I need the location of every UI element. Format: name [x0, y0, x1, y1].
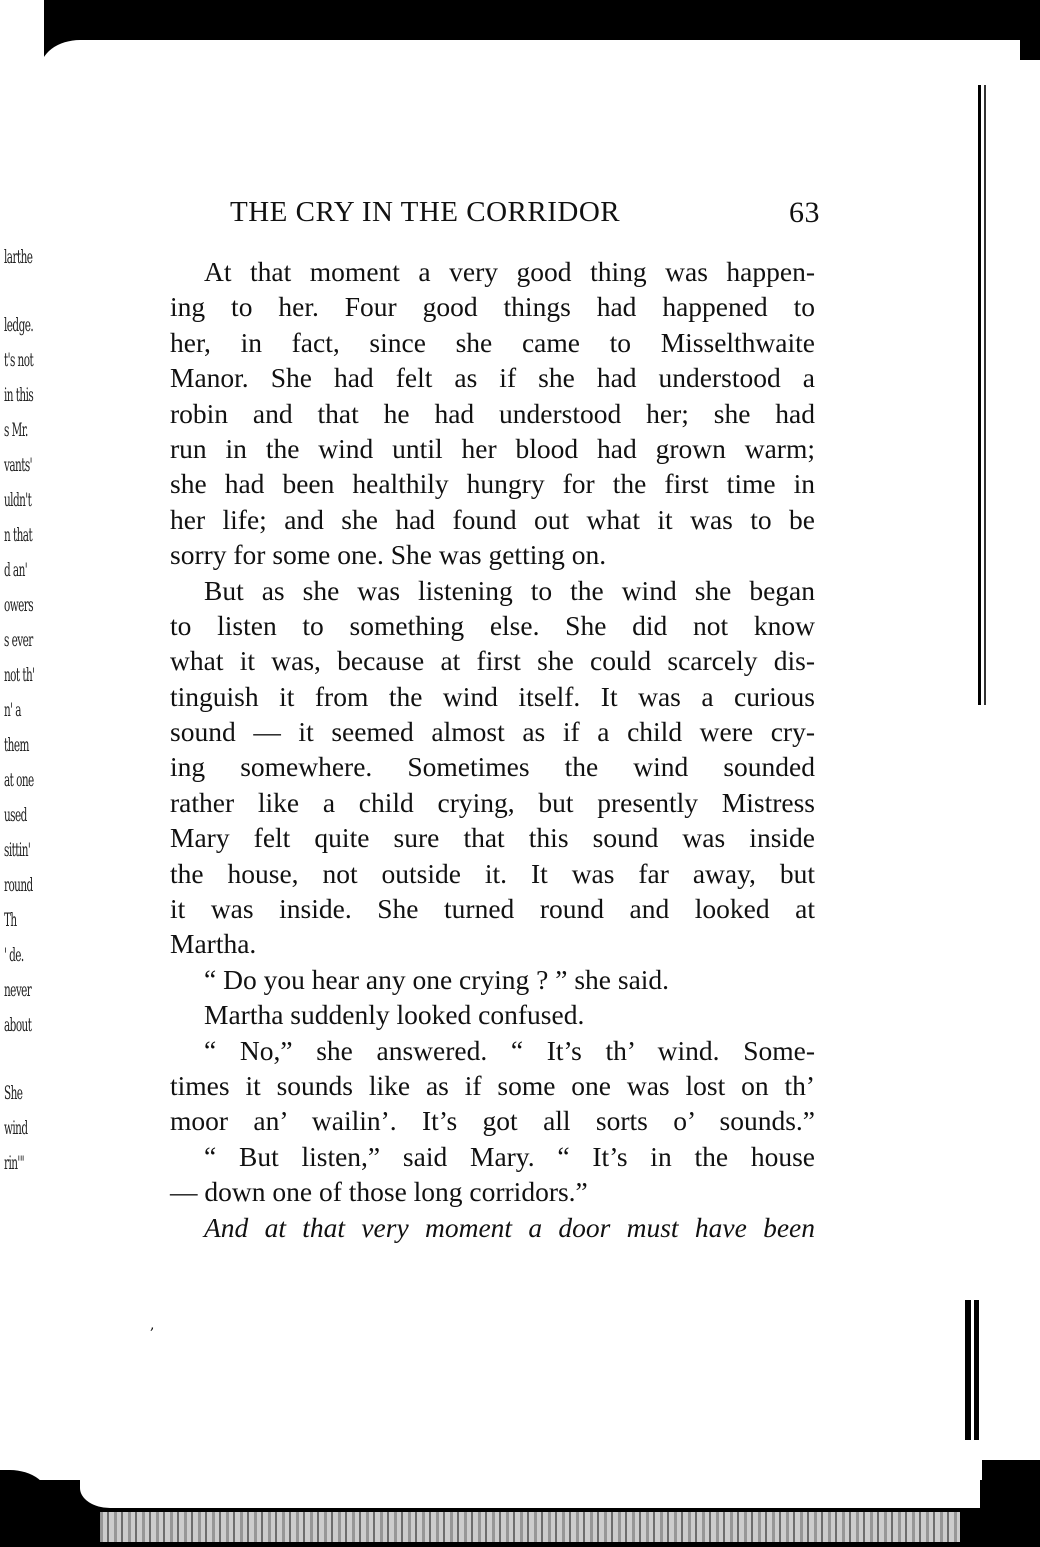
scan-edge-top-curve — [40, 40, 1020, 80]
bleed-fragment: Th — [4, 909, 17, 931]
bleed-fragment: used — [4, 804, 27, 826]
bleed-fragment: d an' — [4, 559, 28, 581]
text-line: to listen to something else. She did not know — [170, 609, 815, 641]
text-line: Martha. — [170, 928, 257, 960]
bleed-fragment: t's not — [4, 349, 34, 371]
text-line: times it sounds like as if some one was lost on th’ — [170, 1069, 815, 1101]
text-line: rather like a child crying, but presently Mistress — [170, 786, 815, 818]
bleed-fragment: wind — [4, 1117, 28, 1139]
text-line: robin and that he had understood her; she had — [170, 397, 815, 429]
text-line: ing somewhere. Sometimes the wind sounded — [170, 751, 815, 783]
scan-edge-right — [978, 85, 988, 705]
bleed-fragment: owers — [4, 594, 34, 616]
text-line: moor an’ wailin’. It’s got all sorts o’ sounds.” — [170, 1105, 815, 1137]
text-line: Martha suddenly looked confused. — [204, 999, 585, 1031]
bleed-fragment: s ever — [4, 629, 33, 651]
text-line: run in the wind until her blood had grown warm; — [170, 432, 815, 464]
bleed-fragment: not th' — [4, 664, 35, 686]
bleed-fragment: ledge. — [4, 314, 34, 336]
scan-edge-right-lower — [965, 1300, 981, 1440]
bleed-fragment: s Mr. — [4, 419, 28, 441]
text-line: “ Do you hear any one crying ? ” she said. — [204, 963, 670, 995]
bleed-fragment: never — [4, 979, 32, 1001]
text-line: Manor. She had felt as if she had understood a — [170, 362, 815, 394]
running-head-title: THE CRY IN THE CORRIDOR — [230, 196, 621, 228]
text-line: sorry for some one. She was getting on. — [170, 539, 607, 571]
text-line: — down one of those long corridors.” — [170, 1176, 588, 1208]
text-line: the house, not outside it. It was far away, but — [170, 857, 815, 889]
stray-mark: , — [150, 1317, 155, 1333]
text-line: what it was, because at first she could scarcely dis- — [170, 645, 815, 677]
text-line: it was inside. She turned round and looked at — [170, 893, 815, 925]
bleed-fragment: them — [4, 734, 29, 756]
text-line: her, in fact, since she came to Misselthwaite — [170, 326, 815, 358]
scan-edge-bottom-inner — [80, 1480, 980, 1508]
scan-noise — [100, 1512, 960, 1542]
scan-edge-left-blob — [0, 1470, 50, 1547]
text-line: And at that very moment a door must have been — [204, 1211, 815, 1243]
page-number: 63 — [789, 196, 820, 229]
bleed-fragment: n' a — [4, 699, 21, 721]
bleed-fragment: about — [4, 1014, 32, 1036]
text-line: “ But listen,” said Mary. “ It’s in the house — [204, 1140, 815, 1172]
bleed-fragment: n that — [4, 524, 33, 546]
text-line: ing to her. Four good things had happened to — [170, 291, 815, 323]
bleed-fragment: ' de. — [4, 944, 24, 966]
text-line: tinguish it from the wind itself. It was a curious — [170, 680, 815, 712]
bleed-fragment: round — [4, 874, 33, 896]
bleed-fragment: at one — [4, 769, 34, 791]
running-header — [230, 196, 820, 240]
body-text — [170, 254, 815, 1245]
text-line: she had been healthily hungry for the first time in — [170, 468, 815, 500]
text-line: sound — it seemed almost as if a child were cry- — [170, 716, 815, 748]
bleed-fragment: vants' — [4, 454, 33, 476]
bleed-fragment: uldn't — [4, 489, 32, 511]
text-line: her life; and she had found out what it was to be — [170, 503, 815, 535]
text-line: “ No,” she answered. “ It’s th’ wind. Some- — [204, 1034, 815, 1066]
text-line: Mary felt quite sure that this sound was inside — [170, 822, 815, 854]
bleed-fragment: sittin' — [4, 839, 31, 861]
text-line: But as she was listening to the wind she began — [204, 574, 815, 606]
bleed-fragment: in this — [4, 384, 34, 406]
bleed-fragment: rin'" — [4, 1152, 24, 1174]
bleed-fragment: She — [4, 1082, 23, 1104]
facing-page-bleed-through — [4, 240, 54, 1181]
text-line: At that moment a very good thing was happen- — [204, 256, 815, 287]
bleed-fragment: larthe — [4, 246, 33, 268]
